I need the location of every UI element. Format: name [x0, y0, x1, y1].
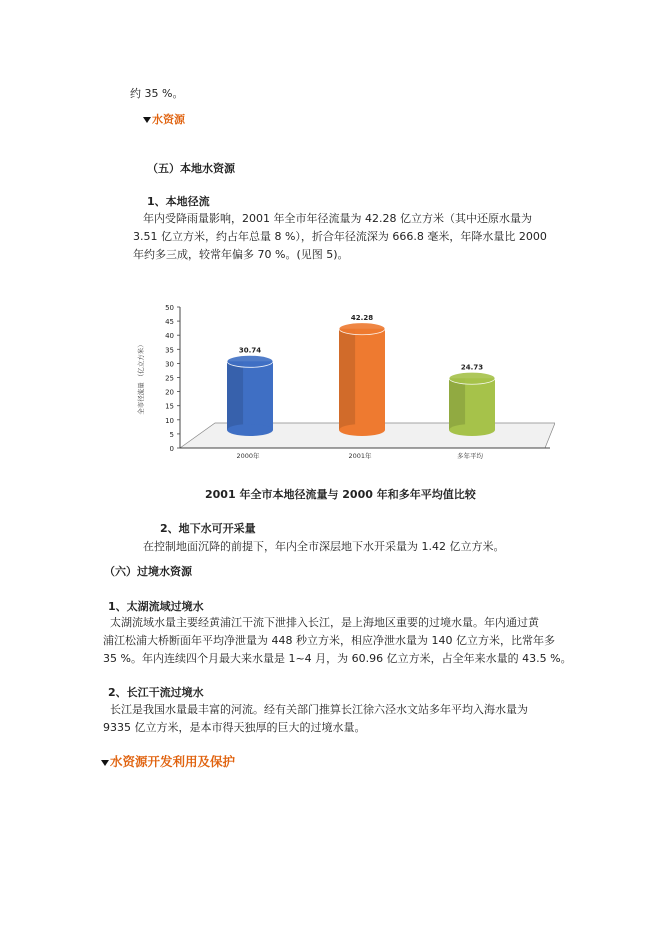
y-tick-label: 50: [165, 304, 174, 312]
y-tick-label: 30: [165, 360, 174, 369]
y-tick-label: 45: [165, 318, 174, 327]
groundwater-text: 在控制地面沉降的前提下，年内全市深层地下水开采量为 1.42 亿立方米。: [143, 540, 505, 553]
paragraph-line: 35 %。年内连续四个月最大来水量是 1~4 月，为 60.96 亿立方米，占全年来水量的 43.5 %。: [103, 652, 572, 665]
y-tick-label: 0: [169, 445, 174, 453]
top-line: 约 35 %。: [130, 87, 184, 100]
bar-top: [227, 355, 273, 367]
paragraph-line: 年约多三成，较常年偏多 70 %。(见图 5)。: [133, 248, 349, 261]
x-category-label: 2000年: [236, 452, 260, 460]
paragraph-line: 年内受降雨量影响，2001 年全市年径流量为 42.28 亿立方米（其中还原水量为: [143, 212, 532, 225]
bar-bottom: [339, 424, 385, 436]
y-tick-label: 10: [165, 416, 174, 425]
y-tick-label: 5: [169, 430, 174, 439]
water-resources-link-label: 水资源: [152, 113, 185, 126]
bar-value-label: 42.28: [350, 313, 374, 322]
y-axis-label: 全市径流量 （亿立方米）: [137, 341, 145, 415]
y-tick-label: 40: [165, 332, 174, 341]
paragraph-line: 9335 亿立方米，是本市得天独厚的巨大的过境水量。: [103, 721, 366, 734]
yangtze-title: 2、长江干流过境水: [108, 686, 204, 699]
bar-value-label: 30.74: [238, 346, 262, 355]
bar-shade: [449, 378, 465, 430]
bar-top: [449, 372, 495, 384]
protection-link[interactable]: [101, 752, 235, 770]
triangle-down-icon: [143, 117, 151, 123]
paragraph-line: 浦江松浦大桥断面年平均净泄量为 448 秒立方米，相应净泄水量为 140 亿立方米，比常年多: [103, 634, 555, 647]
y-tick-label: 20: [165, 388, 174, 397]
bar-shade: [339, 329, 355, 430]
x-category-label: 多年平均: [457, 452, 483, 460]
bar-value-label: 24.73: [460, 363, 484, 372]
y-tick-label: 25: [165, 374, 174, 383]
runoff-bar-chart: [125, 290, 555, 465]
y-tick-label: 15: [165, 402, 174, 411]
paragraph-line: 太湖流域水量主要经黄浦江干流下泄排入长江，是上海地区重要的过境水量。年内通过黄: [110, 616, 539, 629]
subsection-2-title: 2、地下水可开采量: [160, 522, 256, 535]
subsection-1-title: 1、本地径流: [147, 195, 210, 208]
y-tick-label: 35: [165, 346, 174, 355]
chart-caption: 2001 年全市本地径流量与 2000 年和多年平均值比较: [205, 488, 476, 501]
bar-bottom: [449, 424, 495, 436]
bar-bottom: [227, 424, 273, 436]
bar-shade: [227, 361, 243, 430]
protection-link-label: 水资源开发利用及保护: [110, 754, 236, 769]
paragraph-line: 长江是我国水量最丰富的河流。经有关部门推算长江徐六泾水文站多年平均入海水量为: [110, 703, 528, 716]
taihu-title: 1、太湖流域过境水: [108, 600, 204, 613]
section-6-title: （六）过境水资源: [104, 565, 192, 578]
triangle-down-icon: [101, 760, 109, 766]
paragraph-line: 3.51 亿立方米，约占年总量 8 %），折合年径流深为 666.8 毫米，年降水量比 2000: [133, 230, 547, 243]
bar-top: [339, 323, 385, 335]
water-resources-link[interactable]: [143, 111, 185, 127]
x-category-label: 2001年: [348, 452, 372, 460]
section-5-title: （五）本地水资源: [147, 162, 235, 175]
